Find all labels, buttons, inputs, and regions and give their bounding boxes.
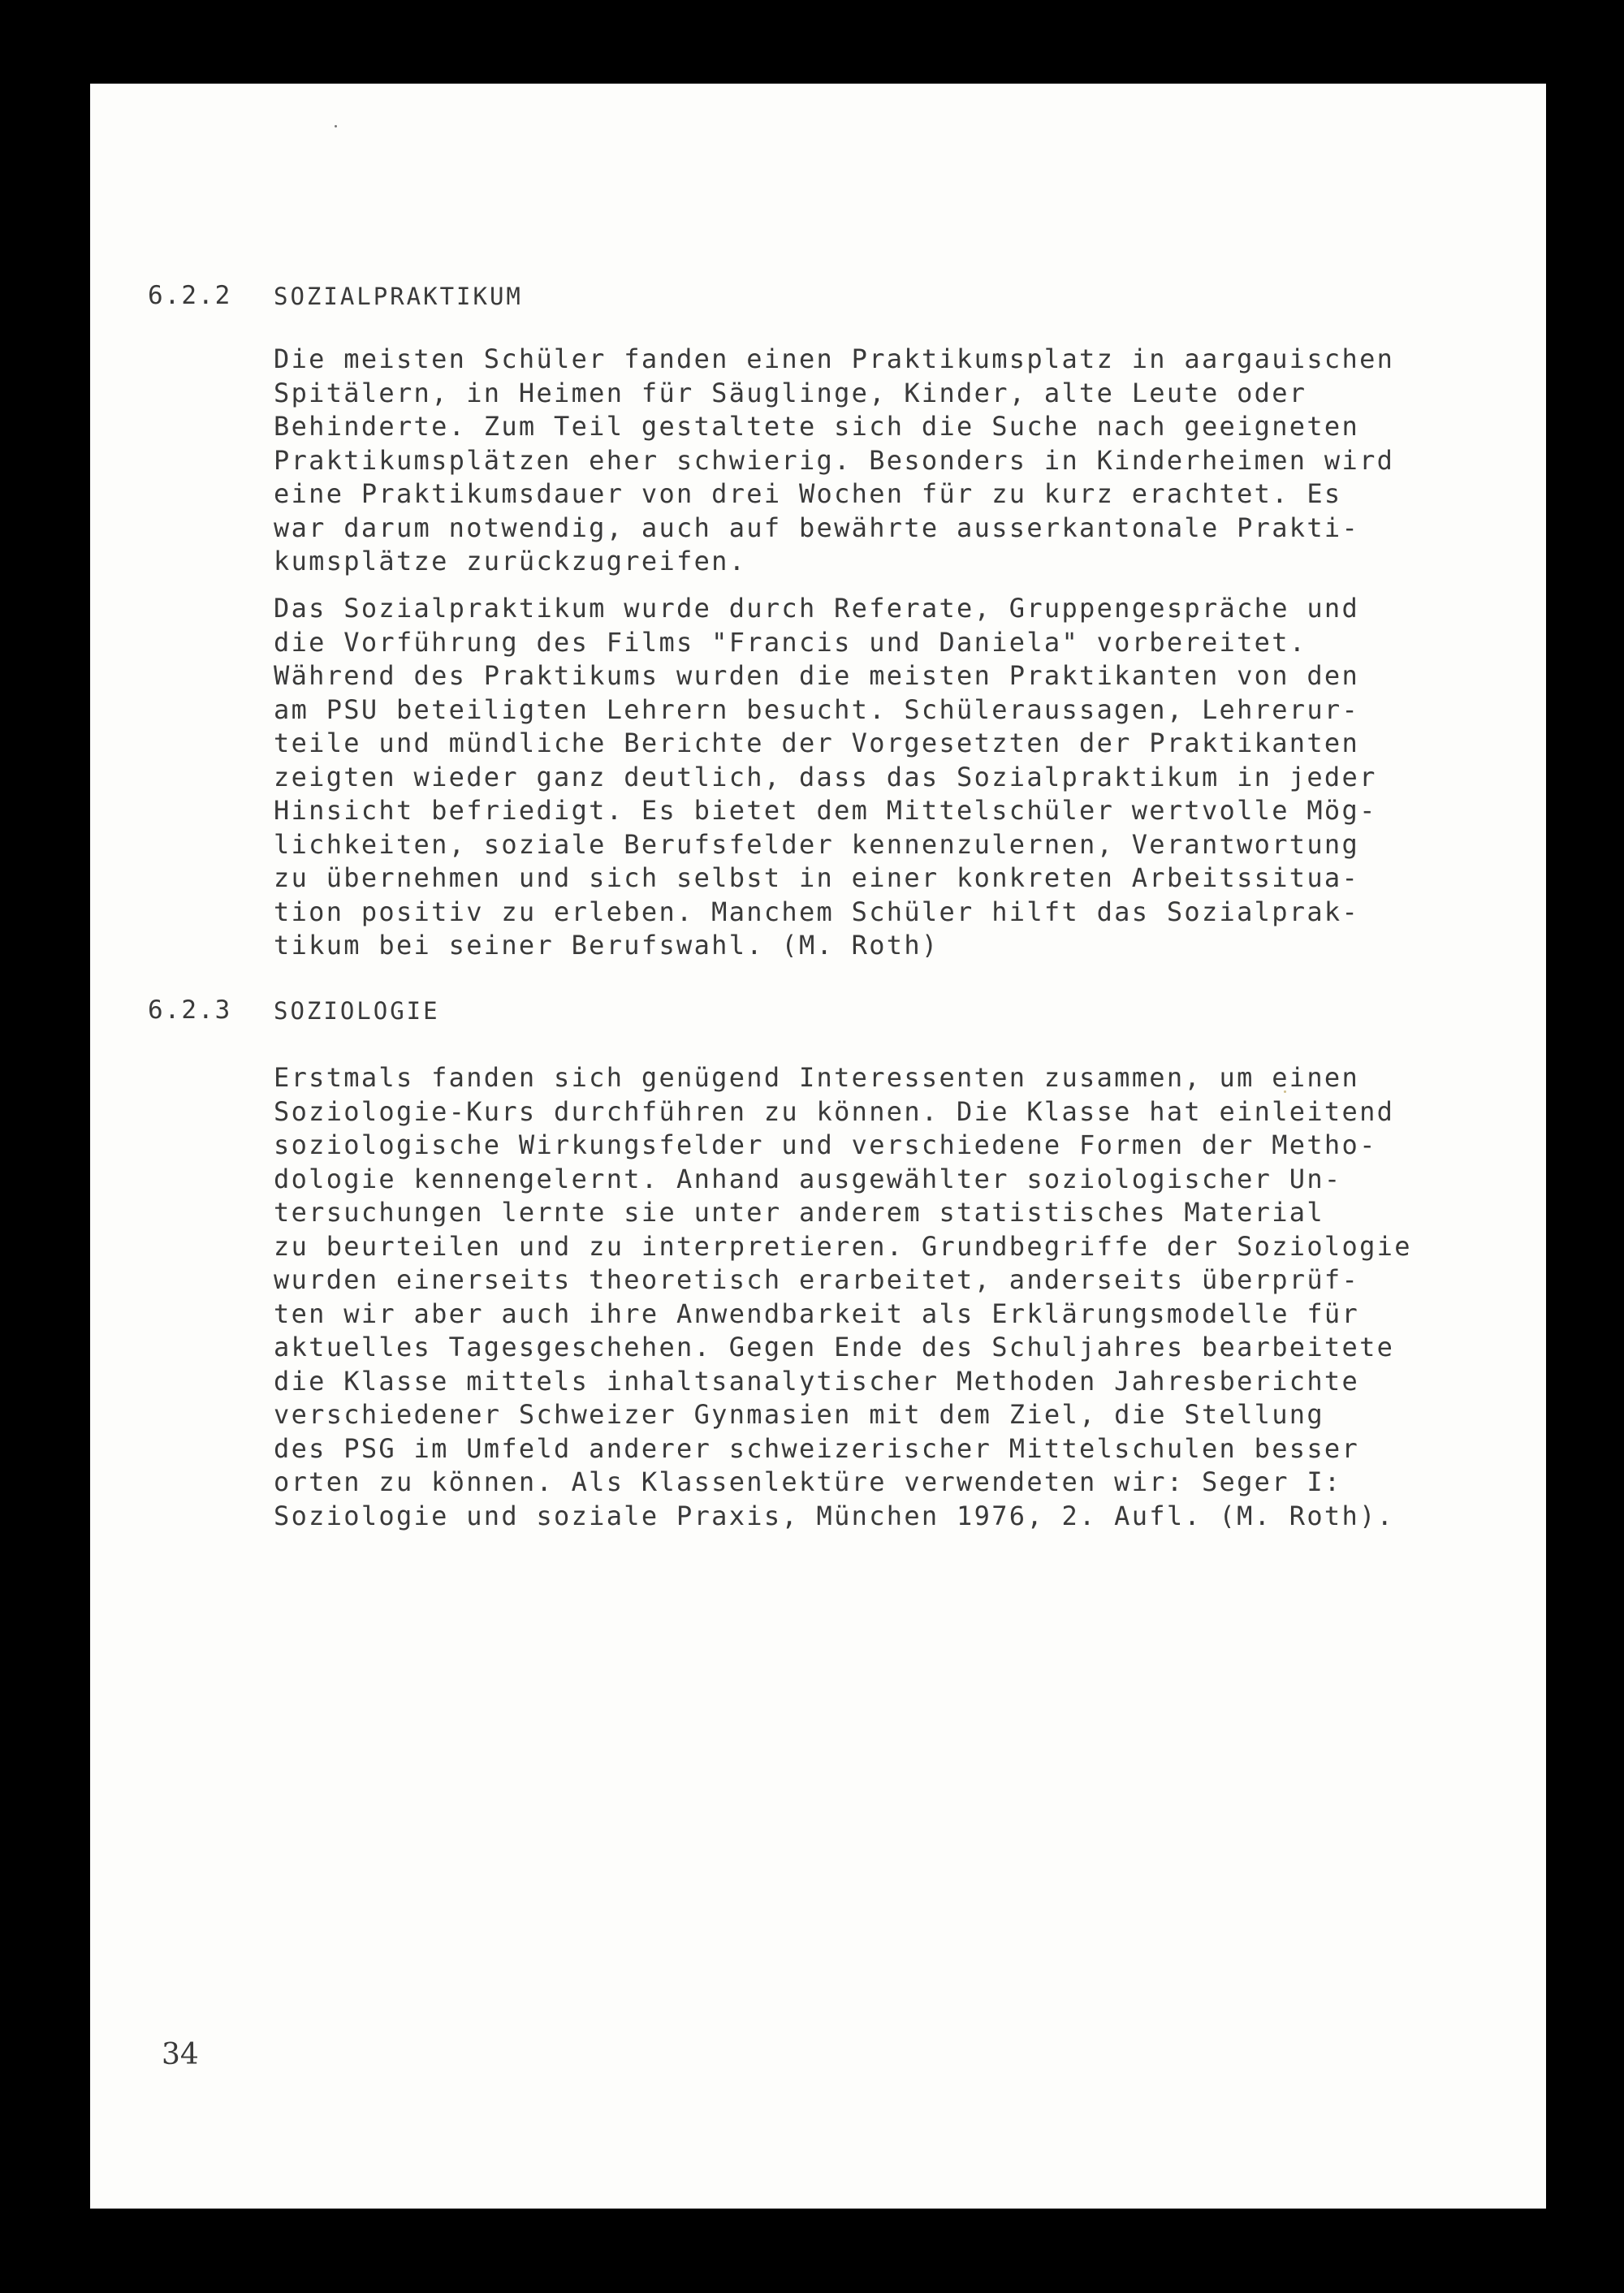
scan-speck	[335, 125, 337, 127]
paragraph: Die meisten Schüler fanden einen Praktikumsplatz in aargauischen Spitälern, in Heimen für Säuglinge, Kinder, alte Leute oder Behinderte. Zum Teil gestaltete sich die Suche nach geeigneten Praktikumsplätzen eher schwierig. Besonders in Kinderheimen wird eine Praktikumsdauer von drei Wochen für zu kurz erachtet. Es war darum notwendig, auch auf bewährte ausserkantonale Prakti- kumsplätze zurückzugreifen.	[274, 343, 1395, 576]
page-number: 34	[162, 2038, 199, 2071]
section-number: 6.2.3	[148, 995, 232, 1025]
document-page	[90, 84, 1546, 2209]
section-title: SOZIALPRAKTIKUM	[274, 283, 523, 310]
section-title: SOZIOLOGIE	[274, 997, 440, 1025]
paragraph: Das Sozialpraktikum wurde durch Referate, Gruppengespräche und die Vorführung des Films "Francis und Daniela" vorbereitet. Während des Praktikums wurden die meisten Praktikanten von den am PSU beteiligten Lehrern besucht. Schüleraussagen, Lehrerur- teile und mündliche Berichte der Vorgesetzten der Praktikanten zeigten wieder ganz deutlich, dass das Sozialpraktikum in jeder Hinsicht befriedigt. Es bietet dem Mittelschüler wertvolle Mög- lichkeiten, soziale Berufsfelder kennenzulernen, Verantwortung zu übernehmen und sich selbst in einer konkreten Arbeitssitua- tion positiv zu erleben. Manchem Schüler hilft das Sozialprak- tikum bei seiner Berufswahl. (M. Roth)	[274, 593, 1377, 961]
section-number: 6.2.2	[148, 281, 232, 310]
paragraph: Erstmals fanden sich genügend Interessenten zusammen, um einen Soziologie-Kurs durchführen zu können. Die Klasse hat einleitend soziologische Wirkungsfelder und verschiedene Formen der Metho- dologie kennengelernt. Anhand ausgewählter soziologischer Un- tersuchungen lernte sie unter anderem statistisches Material zu beurteilen und zu interpretieren. Grundbegriffe der Soziologie wurden einerseits theoretisch erarbeitet, anderseits überprüf- ten wir aber auch ihre Anwendbarkeit als Erklärungsmodelle für aktuelles Tagesgeschehen. Gegen Ende des Schuljahres bearbeitete die Klasse mittels inhaltsanalytischer Methoden Jahresberichte verschiedener Schweizer Gynmasien mit dem Ziel, die Stellung des PSG im Umfeld anderer schweizerischer Mittelschulen besser orten zu können. Als Klassenlektüre verwendeten wir: Seger I: Soziologie und soziale Praxis, München 1976, 2. Aufl. (M. Roth).	[274, 1062, 1412, 1531]
